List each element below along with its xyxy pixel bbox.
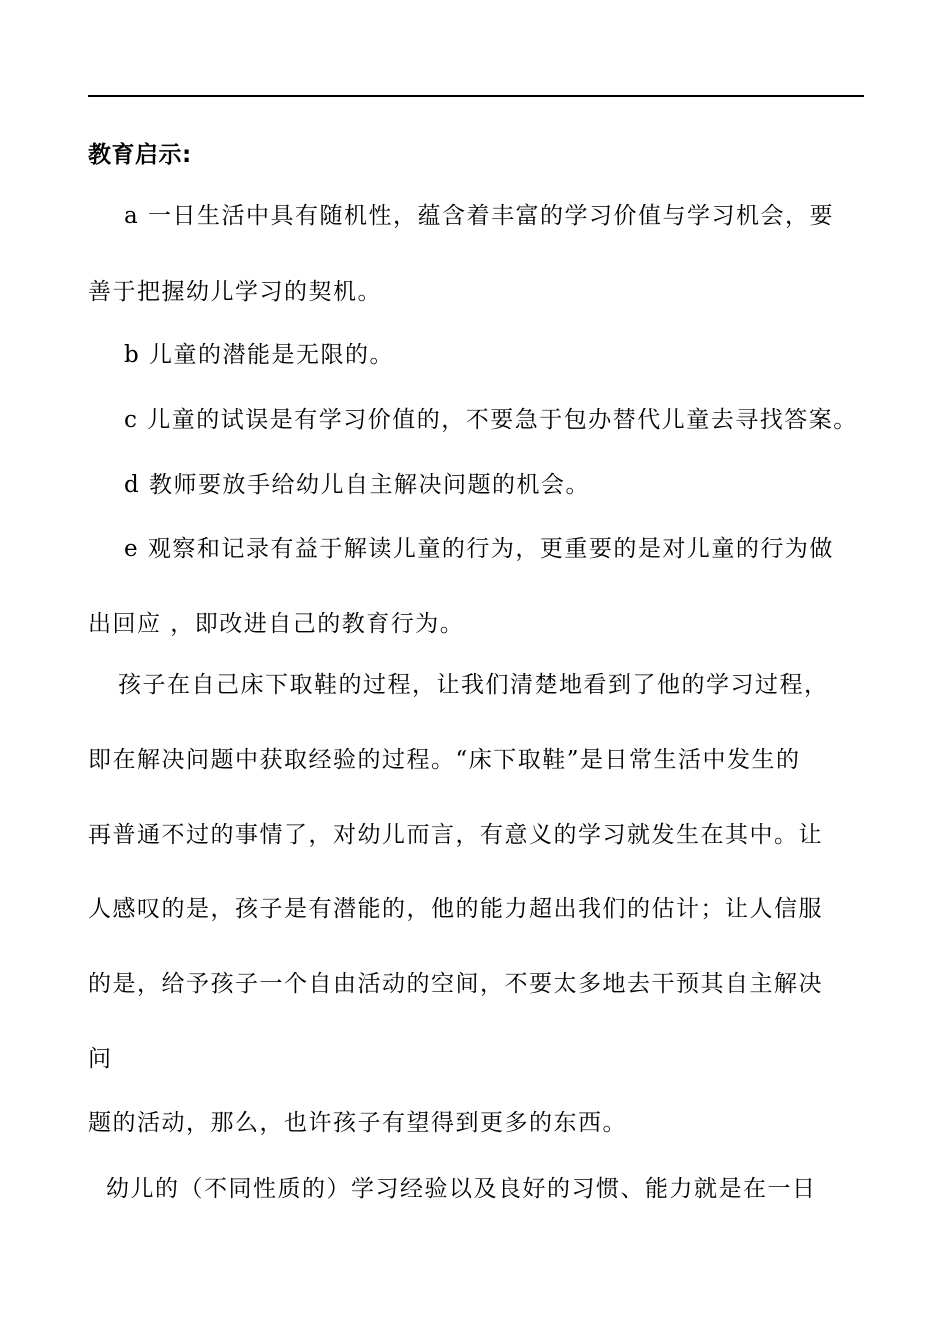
paragraph-line: 再普通不过的事情了，对幼儿而言，有意义的学习就发生在其中。让 (88, 822, 823, 848)
header-rule (88, 95, 864, 97)
paragraph-line: b 儿童的潜能是无限的。 (124, 342, 395, 368)
section-heading: 教育启示: (88, 142, 192, 168)
paragraph-line: 善于把握幼儿学习的契机。 (88, 279, 382, 305)
paragraph-line: 的是，给予孩子一个自由活动的空间，不要太多地去干预其自主解决 (88, 971, 823, 997)
paragraph-line: 幼儿的（不同性质的）学习经验以及良好的习惯、能力就是在一日 (106, 1176, 817, 1202)
paragraph-line: 孩子在自己床下取鞋的过程，让我们清楚地看到了他的学习过程， (118, 672, 829, 698)
paragraph-line: 问 (88, 1046, 113, 1072)
paragraph-line: 人感叹的是，孩子是有潜能的，他的能力超出我们的估计；让人信服 (88, 896, 823, 922)
paragraph-line: 出回应 ，即改进自己的教育行为。 (88, 611, 465, 637)
paragraph-line: 即在解决问题中获取经验的过程。“床下取鞋”是日常生活中发生的 (88, 747, 801, 773)
paragraph-line: a 一日生活中具有随机性，蕴含着丰富的学习价值与学习机会，要 (124, 203, 835, 229)
paragraph-line: e 观察和记录有益于解读儿童的行为，更重要的是对儿童的行为做 (124, 536, 834, 562)
paragraph-line: 题的活动，那么，也许孩子有望得到更多的东西。 (88, 1110, 627, 1136)
paragraph-line: c 儿童的试误是有学习价值的，不要急于包办替代儿童去寻找答案。 (124, 407, 858, 433)
paragraph-line: d 教师要放手给幼儿自主解决问题的机会。 (124, 472, 591, 498)
